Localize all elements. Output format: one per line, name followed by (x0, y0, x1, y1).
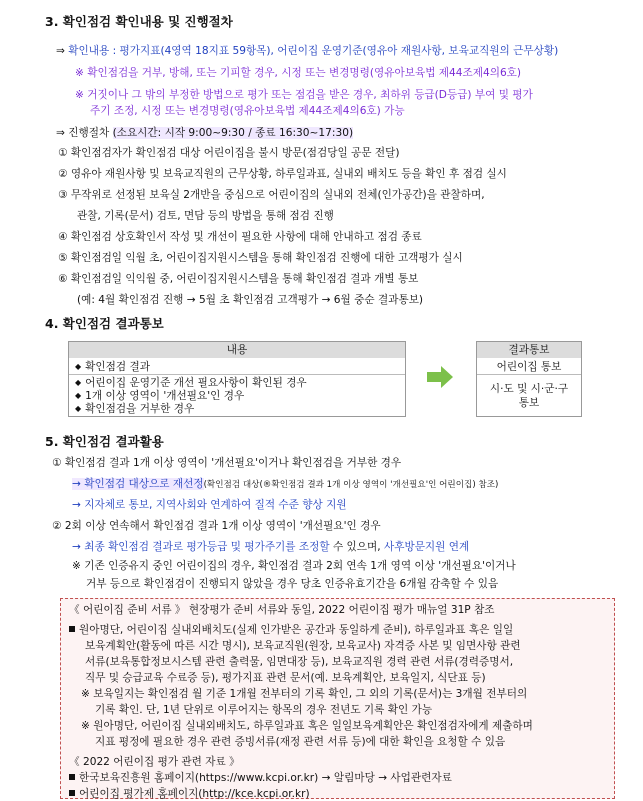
notify-item: 어린이집 통보 (496, 361, 562, 373)
step-example: (예: 4월 확인점검 진행 → 5월 초 확인점검 고객평가 → 6월 중순 결과통보) (77, 294, 424, 306)
case-2-note-1: ※ 기존 인증유지 중인 어린이집의 경우, 확인점검 결과 2회 연속 1개 영역 이상 '개선필요'이거나 (72, 560, 516, 572)
process-line (56, 126, 353, 140)
case-2-note-2: 거부 등으로 확인점검이 진행되지 않았을 경우 당초 인증유효기간을 6개월 감축할 수 있음 (86, 578, 499, 590)
step-6: ⑥ 확인점검일 익익월 중, 어린이집지원시스템을 통해 확인점검 결과 개별 통보 (58, 273, 419, 285)
ref-doc-line: 보육계획안(활동에 따른 시간 명시), 보육교직원(원장, 보육교사) 자격증 사본 및 임면사항 관련 (85, 640, 521, 652)
case-1-reselect: → 확인점검 대상으로 재선정(확인점검 대상(®확인점검 결과 1개 이상 영역이 '개선필요'인 어린이집) 참조) (72, 478, 499, 490)
ref-note-line: 기록 확인. 단, 1년 단위로 이루어지는 항목의 경우 전년도 기록 확인 가능 (95, 704, 433, 716)
note-false-eval-2: 주기 조정, 시정 또는 변경명령(영유아보육법 제44조제4의6호) 가능 (90, 105, 405, 117)
ref-doc-line: 원아명단, 어린이집 실내외배치도(실제 인가받은 공간과 동일하게 준비), 하루일과표 혹은 일일 (69, 623, 513, 637)
step-2: ② 영유아 재원사항 및 보육교직원의 근무상황, 하루일과표, 실내외 배치도 등을 확인 후 점검 실시 (58, 168, 507, 180)
note-false-eval-1: ※ 거짓이나 그 밖의 부정한 방법으로 평가 또는 점검을 받은 경우, 최하위 등급(D등급) 부여 및 평가 (75, 89, 533, 101)
ref-doc-line: 직무 및 승급교육 수료증 등), 평가지표 관련 문서(예. 보육계획안, 보육일지, 식단표 등) (85, 672, 486, 684)
note-refusal: ※ 확인점검을 거부, 방해, 또는 기피할 경우, 시정 또는 변경명령(영유아보육법 제44조제4의6호) (75, 67, 522, 79)
step-4: ④ 확인점검 상호확인서 작성 및 개선이 필요한 사항에 대해 안내하고 점검 종료 (58, 231, 422, 243)
ref-link-kce[interactable]: 어린이집 평가제 홈페이지(http://kce.kcpi.or.kr) (69, 787, 310, 801)
arrow-right-icon (427, 366, 453, 388)
content-header: 내용 (69, 342, 405, 358)
case-1-notify: → 지자체로 통보, 지역사회와 연계하여 질적 수준 향상 지원 (72, 499, 347, 511)
content-item: ◆ 확인점검 결과 (75, 361, 150, 373)
process-time: (소요시간: 시작 9:00~9:30 / 종료 16:30~17:30) (112, 127, 354, 139)
section5-title: 5. 확인점검 결과활용 (45, 434, 164, 449)
content-label: 확인내용 : 평가지표(4영역 18지표 59항목), 어린이집 운영기준(영유아 재원사항, 보육교직원의 근무상황) (68, 45, 559, 57)
result-content-table (68, 341, 406, 417)
ref-note-line: ※ 보육일지는 확인점검 월 기준 1개월 전부터의 기록 확인, 그 외의 기록(문서)는 3개월 전부터의 (81, 688, 528, 700)
arrow-icon: ⇒ (56, 127, 65, 139)
arrow-icon: ⇒ (56, 45, 65, 57)
section3-title: 3. 확인점검 확인내용 및 진행절차 (45, 14, 233, 29)
ref-note-line: ※ 원아명단, 어린이집 실내외배치도, 하루일과표 혹은 일일보육계획안은 확인점검자에게 제출하며 (81, 720, 533, 732)
content-item: ◆ 1개 이상 영역이 '개선필요'인 경우 (75, 390, 245, 402)
notify-item: 시·도 및 시·군·구 (489, 383, 569, 395)
step-5: ⑤ 확인점검일 익월 초, 어린이집지원시스템을 통해 확인점검 진행에 대한 고객평가 실시 (58, 252, 463, 264)
case-2-adjust: → 최종 확인점검 결과로 평가등급 및 평가주기를 조정할 수 있으며, 사후방문지원 연계 (72, 541, 470, 553)
step-1: ① 확인점검자가 확인점검 대상 어린이집을 불시 방문(점검당일 공문 전달) (58, 147, 400, 159)
ref-title-2: 《 2022 어린이집 평가 관련 자료 》 (69, 756, 240, 768)
case-2: ② 2회 이상 연속해서 확인점검 결과 1개 이상 영역이 '개선필요'인 경우 (52, 520, 381, 532)
notify-header: 결과통보 (477, 342, 581, 358)
reference-box (60, 598, 615, 799)
ref-note-line: 지표 평정에 필요한 경우 관련 증빙서류(재정 관련 서류 등)에 대한 확인을 요청할 수 있음 (95, 736, 506, 748)
content-line (56, 44, 558, 58)
section4-title: 4. 확인점검 결과통보 (45, 316, 164, 331)
case-1: ① 확인점검 결과 1개 이상 영역이 '개선필요'이거나 확인점검을 거부한 경우 (52, 457, 402, 469)
result-notify-table (476, 341, 582, 417)
ref-doc-line: 서류(보육통합정보시스템 관련 출력물, 임면대장 등), 보육교직원 경력 관련 서류(경력증명서, (85, 656, 514, 668)
step-3: ③ 무작위로 선정된 보육실 2개반을 중심으로 어린이집의 실내외 전체(인가공간)을 관찰하며, (58, 189, 485, 201)
ref-title: 《 어린이집 준비 서류 》 현장평가 준비 서류와 동일, 2022 어린이집 평가 매뉴얼 31P 참조 (69, 604, 495, 616)
process-label: 진행절차 (68, 127, 110, 139)
ref-link-kcpi[interactable]: 한국보육진흥원 홈페이지(https://www.kcpi.or.kr) → 알림마당 → 사업관련자료 (69, 771, 452, 785)
step-3-cont: 관찰, 기록(문서) 검토, 면담 등의 방법을 통해 점검 진행 (77, 210, 334, 222)
content-item: ◆ 확인점검을 거부한 경우 (75, 403, 195, 415)
notify-item: 통보 (518, 397, 540, 409)
content-item: ◆ 어린이집 운영기준 개선 필요사항이 확인된 경우 (75, 377, 307, 389)
